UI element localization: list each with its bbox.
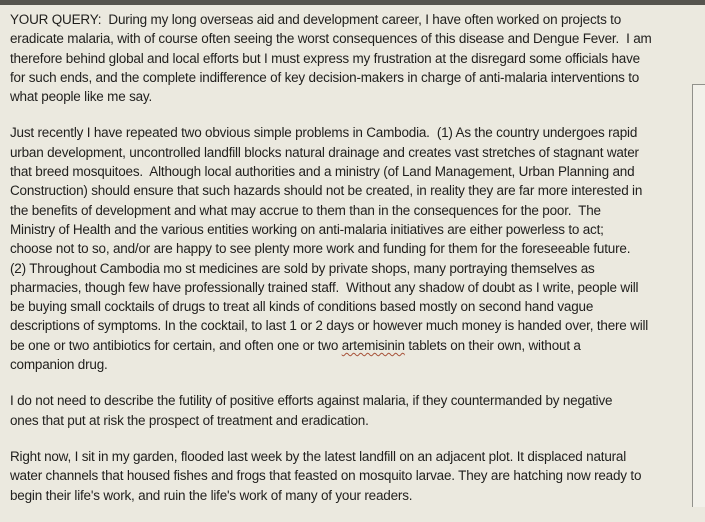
text-line: choose not to so, and/or are happy to see plenty more work and funding for them for the foreseeable future. [10,241,631,257]
text-line: companion drug. [10,357,108,373]
text-line: urban development, uncontrolled landfill blocks natural drainage and creates vast stretches of stagnant water [10,144,639,160]
text-line: (2) Throughout Cambodia mo st medicines are sold by private shops, many portraying themselves as [10,260,595,276]
window-edge-vertical [692,84,693,507]
text-line: I do not need to describe the futility of positive efforts against malaria, if they countermanded by negative [10,393,613,409]
text-segment: be one or two antibiotics for certain, and often one or two [10,337,342,353]
text-line: eradicate malaria, with of course often seeing the worst consequences of this disease and Dengue Fever. I am [10,31,652,47]
text-line: that breed mosquitoes. Although local authorities and a ministry (of Land Management, Urban Planning and [10,164,635,180]
text-segment: tablets on their own, without a [404,337,581,353]
text-line: YOUR QUERY: During my long overseas aid and development career, I have often worked on projects to [10,12,622,27]
paragraph-intro [10,10,691,106]
text-line: what people like me say. [10,89,153,105]
text-line [10,336,691,355]
text-line: Construction) should ensure that such hazards should not be created, in reality they are far more interested in [10,183,643,199]
text-line: Just recently I have repeated two obvious simple problems in Cambodia. (1) As the country undergoes rapid [10,125,638,141]
text-line: therefore behind global and local efforts but I must express my frustration at the disregard some officials have [10,50,640,66]
text-line: for such ends, and the complete indifference of key decision-makers in charge of anti-malaria interventions to [10,69,640,85]
text-line: descriptions of symptoms. In the cocktail, to last 1 or 2 days or however much money is handed over, there will [10,318,649,334]
paragraph-futility [10,391,691,430]
text-line: begin their life's work, and ruin the life's work of many of your readers. [10,487,413,503]
query-text [10,5,691,522]
paragraph-problems [10,123,691,374]
window-edge-horizontal [692,84,705,85]
misspelled-word: artemisinin [341,337,405,353]
paragraph-garden [10,447,691,505]
text-line: ones that put at risk the prospect of treatment and eradication. [10,412,369,428]
text-line: water channels that housed fishes and frogs that feasted on mosquito larvae. They are hatching now ready to [10,468,642,484]
text-line: the benefits of development and what may accrue to them than in the consequences for the poor. The [10,202,601,218]
text-line: be buying small cocktails of drugs to treat all kinds of conditions based mostly on second hand vague [10,299,594,315]
text-line: pharmacies, though few have professionally trained staff. Without any shadow of doubt as I write, people will [10,279,639,295]
text-line: Right now, I sit in my garden, flooded last week by the latest landfill on an adjacent plot. It displaced natural [10,448,627,464]
right-margin-area [693,85,705,507]
text-line: Ministry of Health and the various entities working on anti-malaria initiatives are either powerless to act; [10,221,604,237]
